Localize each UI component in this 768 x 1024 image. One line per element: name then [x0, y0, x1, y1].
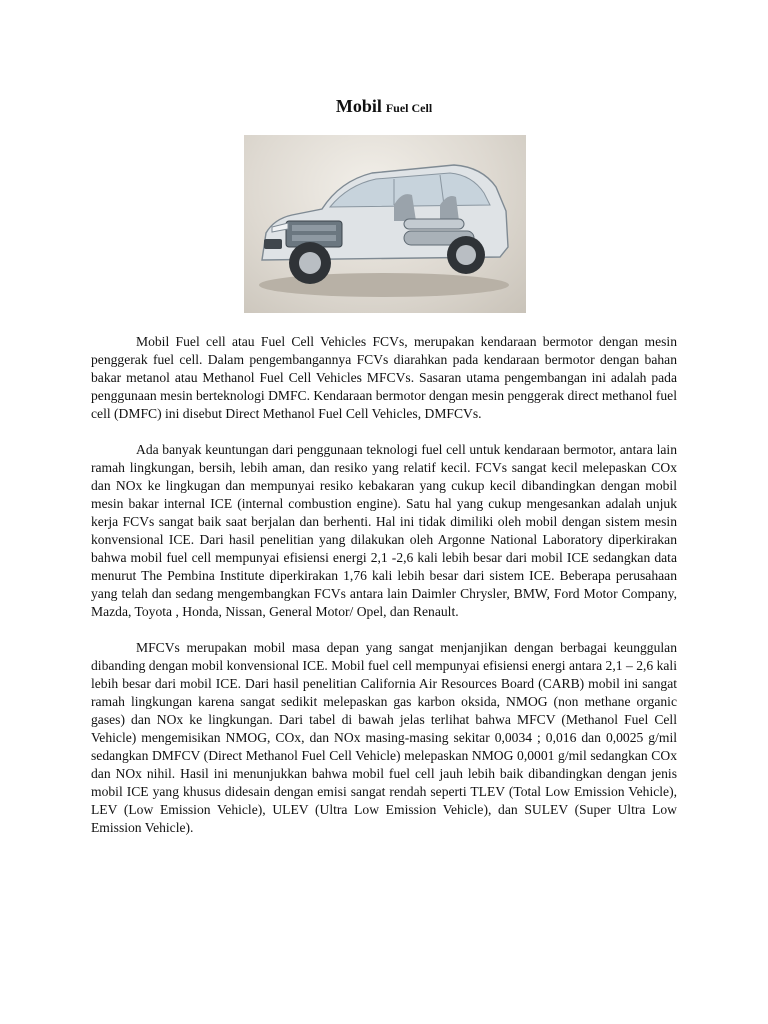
page-title-main: Mobil — [335, 96, 382, 116]
article-body — [91, 333, 677, 855]
page-title-sub: Fuel Cell — [385, 101, 433, 115]
fuel-cell-car-cutaway-icon — [244, 135, 526, 313]
paragraph-3: MFCVs merupakan mobil masa depan yang sangat menjanjikan dengan berbagai keunggulan dibanding dengan mobil konvensional ICE. Mobil fuel cell mempunyai efisiensi energi antara 2,1 – 2,6 kali lebih besar dari mobil ICE. Dari hasil penelitian California Air Resources Board (CARB) mobil ini sangat ramah lingkungan karena sangat sedikit melepaskan gas karbon oksida, NMOG (non methane organic gases) dan NOx ke lingkungan. Dari tabel di bawah jelas terlihat bahwa MFCV (Methanol Fuel Cell Vehicle) mengemisikan NMOG, COx, dan NOx masing-masing sekitar 0,0034 ; 0,016 dan 0,0025 g/mil sedangkan DMFCV (Direct Methanol Fuel Cell Vehicle) melepaskan NMOG 0,0001 g/mil sedangkan COx dan NOx nihil. Hasil ini menunjukkan bahwa mobil fuel cell jauh lebih baik dibandingkan dengan jenis mobil ICE yang khusus didesain dengan emisi sangat rendah seperti TLEV (Total Low Emission Vehicle), LEV (Low Emission Vehicle), ULEV (Ultra Low Emission Vehicle), dan SULEV (Super Ultra Low Emission Vehicle). — [91, 640, 677, 835]
paragraph-2: Ada banyak keuntungan dari penggunaan teknologi fuel cell untuk kendaraan bermotor, antara lain ramah lingkungan, bersih, lebih aman, dan resiko yang relatif kecil. FCVs sangat kecil melepaskan COx dan NOx ke lingkugan dan mempunyai resiko kebakaran yang cukup kecil dibandingkan dengan mobil mesin bakar internal ICE (internal combustion engine). Satu hal yang cukup mengesankan adalah unjuk kerja FCVs sangat baik saat berjalan dan berhenti. Hal ini tidak dimiliki oleh mobil dengan sistem mesin konvensional ICE. Dari hasil penelitian yang dilakukan oleh Argonne National Laboratory diperkirakan bahwa mobil fuel cell mempunyai efisiensi energi 2,1 -2,6 kali lebih besar dari mobil ICE sedangkan data menurut The Pembina Institute diperkirakan 1,76 kali lebih besar dari sistem ICE. Beberapa perusahaan yang telah dan sedang mengembangkan FCVs antara lain Daimler Chrysler, BMW, Ford Motor Company, Mazda, Toyota , Honda, Nissan, General Motor/ Opel, dan Renault. — [91, 442, 677, 619]
page-title — [0, 96, 768, 117]
paragraph-1: Mobil Fuel cell atau Fuel Cell Vehicles FCVs, merupakan kendaraan bermotor dengan mesin penggerak fuel cell. Dalam pengembangannya FCVs diarahkan pada kendaraan bermotor dengan bahan bakar metanol atau Methanol Fuel Cell Vehicles MFCVs. Sasaran utama pengembangan ini adalah pada penggunaan mesin berteknologi DMFC. Kendaraan bermotor dengan mesin penggerak direct methanol fuel cell (DMFC) ini disebut Direct Methanol Fuel Cell Vehicles, DMFCVs. — [91, 334, 677, 421]
car-cutaway-figure — [244, 135, 526, 313]
